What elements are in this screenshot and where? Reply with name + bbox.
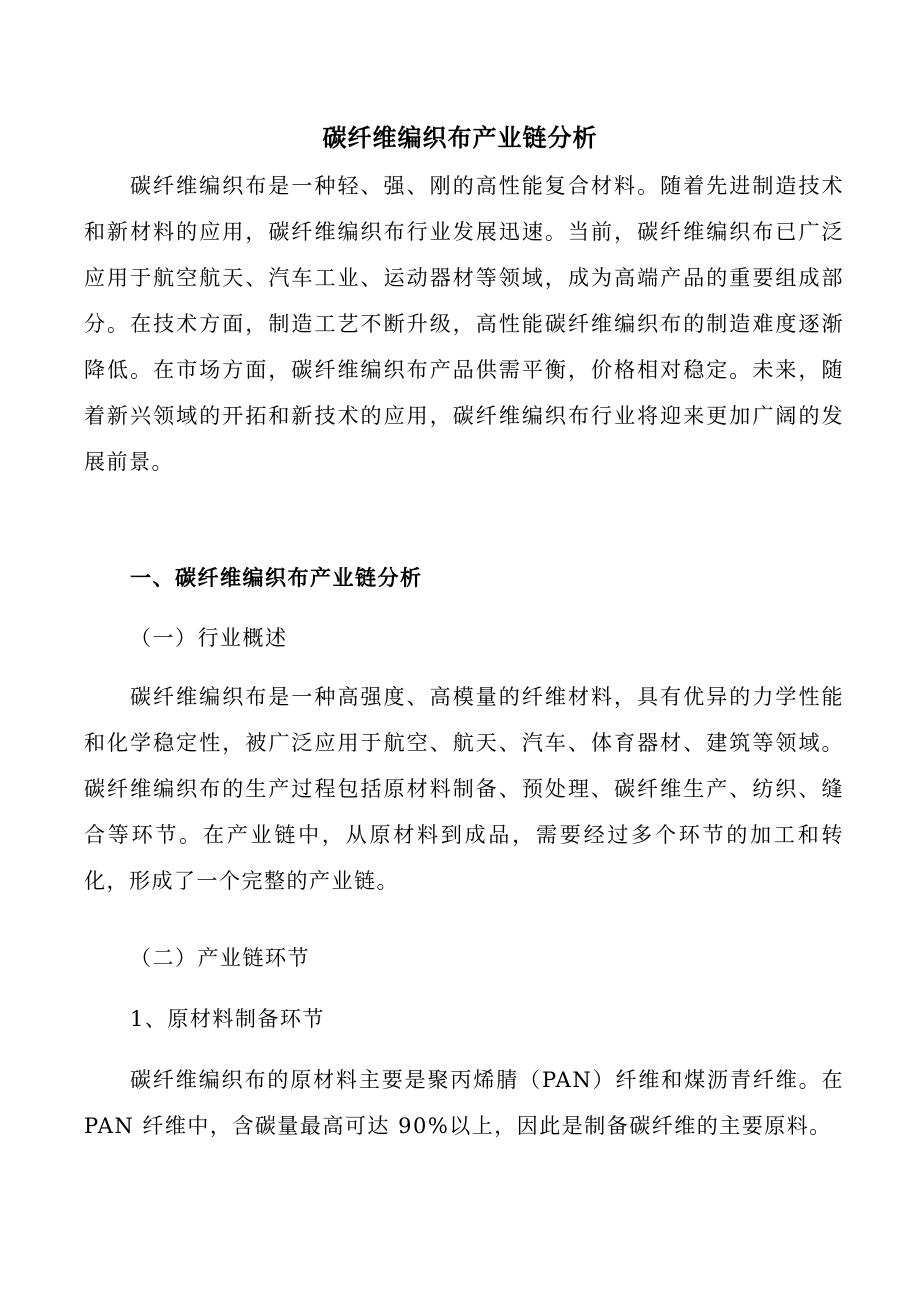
document-title: 碳纤维编织布产业链分析	[322, 124, 598, 152]
overview-paragraph: 碳纤维编织布是一种高强度、高模量的纤维材料，具有优异的力学性能和化学稳定性，被广泛应用于航空、航天、汽车、体育器材、建筑等领域。碳纤维编织布的生产过程包括原材料制备、预处理、碳纤维生产、纺织、缝合等环节。在产业链中，从原材料到成品，需要经过多个环节的加工和转化，形成了一个完整的产业链。	[84, 685, 844, 893]
subsection-heading-overview: （一）行业概述	[130, 626, 288, 650]
item-heading-raw-materials: 1、原材料制备环节	[130, 1007, 325, 1031]
raw-materials-paragraph: 碳纤维编织布的原材料主要是聚丙烯腈（PAN）纤维和煤沥青纤维。在 PAN 纤维中，含碳量最高可达 90%以上，因此是制备碳纤维的主要原料。	[84, 1068, 844, 1138]
section-heading: 一、碳纤维编织布产业链分析	[130, 565, 423, 590]
subsection-heading-chain: （二）产业链环节	[130, 946, 310, 970]
intro-paragraph: 碳纤维编织布是一种轻、强、刚的高性能复合材料。随着先进制造技术和新材料的应用，碳纤维编织布行业发展迅速。当前，碳纤维编织布已广泛应用于航空航天、汽车工业、运动器材等领域，成为高端产品的重要组成部分。在技术方面，制造工艺不断升级，高性能碳纤维编织布的制造难度逐渐降低。在市场方面，碳纤维编织布产品供需平衡，价格相对稳定。未来，随着新兴领域的开拓和新技术的应用，碳纤维编织布行业将迎来更加广阔的发展前景。	[84, 174, 844, 474]
